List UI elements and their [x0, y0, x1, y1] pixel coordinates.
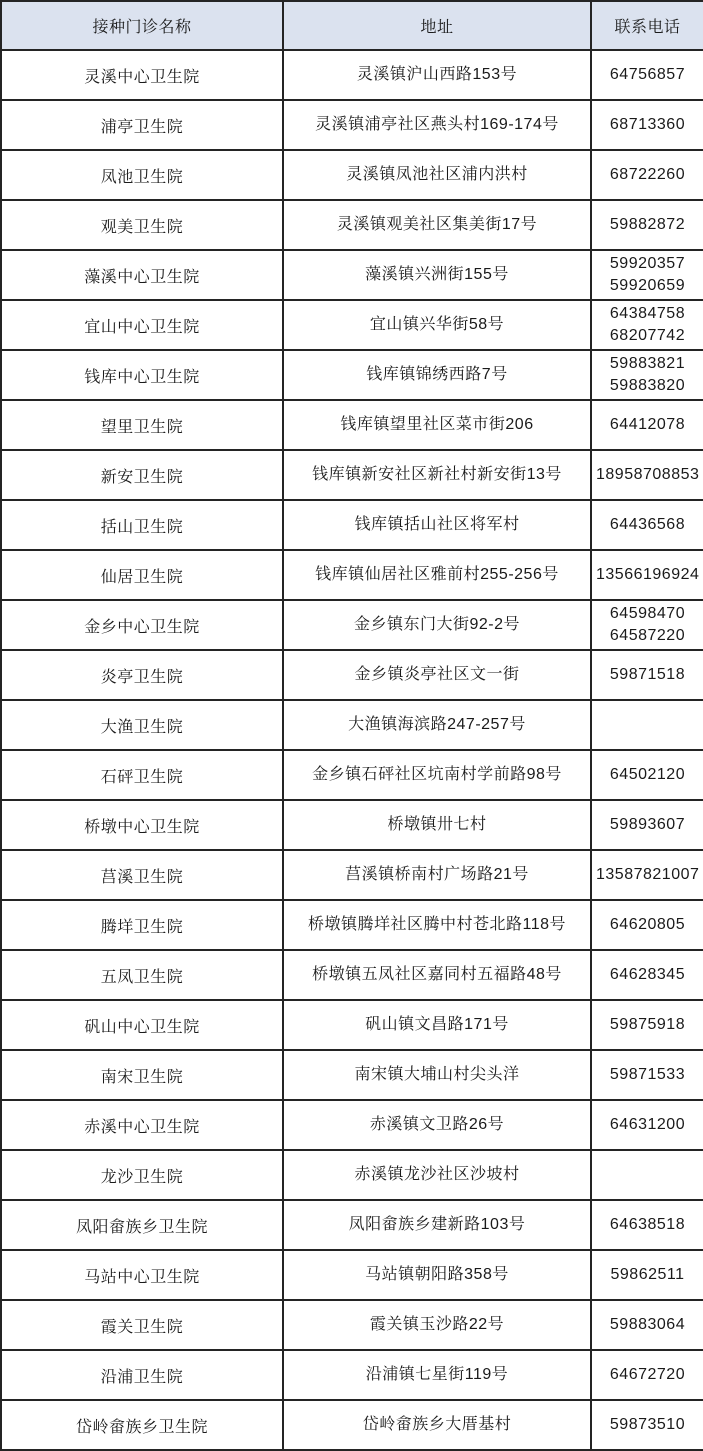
address-cell: 灵溪镇浦亭社区燕头村169-174号 [283, 100, 591, 150]
table-row [1, 400, 703, 450]
clinic-name-cell: 仙居卫生院 [1, 550, 283, 600]
clinic-name-cell: 岱岭畲族乡卫生院 [1, 1400, 283, 1450]
clinic-name-cell: 炎亭卫生院 [1, 650, 283, 700]
address-cell: 沿浦镇七星街119号 [283, 1350, 591, 1400]
clinic-name-cell: 矾山中心卫生院 [1, 1000, 283, 1050]
table-row [1, 1000, 703, 1050]
phone-cell: 59883064 [591, 1300, 703, 1350]
address-cell: 马站镇朝阳路358号 [283, 1250, 591, 1300]
clinic-name-cell: 桥墩中心卫生院 [1, 800, 283, 850]
phone-cell: 59893607 [591, 800, 703, 850]
table-row [1, 200, 703, 250]
clinic-name-cell: 马站中心卫生院 [1, 1250, 283, 1300]
phone-cell: 64436568 [591, 500, 703, 550]
address-cell: 钱库镇括山社区将军村 [283, 500, 591, 550]
address-cell: 金乡镇石砰社区坑南村学前路98号 [283, 750, 591, 800]
address-cell: 钱库镇锦绣西路7号 [283, 350, 591, 400]
address-cell: 南宋镇大埔山村尖头洋 [283, 1050, 591, 1100]
header-row [1, 1, 703, 50]
clinic-name-cell: 望里卫生院 [1, 400, 283, 450]
phone-cell: 64598470 64587220 [591, 600, 703, 650]
address-cell: 莒溪镇桥南村广场路21号 [283, 850, 591, 900]
address-cell: 矾山镇文昌路171号 [283, 1000, 591, 1050]
phone-cell: 18958708853 [591, 450, 703, 500]
phone-cell: 64384758 68207742 [591, 300, 703, 350]
address-cell: 赤溪镇龙沙社区沙坡村 [283, 1150, 591, 1200]
phone-cell: 64620805 [591, 900, 703, 950]
clinic-name-cell: 石砰卫生院 [1, 750, 283, 800]
phone-cell: 68722260 [591, 150, 703, 200]
table-row [1, 700, 703, 750]
clinic-name-cell: 括山卫生院 [1, 500, 283, 550]
clinic-name-cell: 灵溪中心卫生院 [1, 50, 283, 100]
table-row [1, 500, 703, 550]
address-cell: 桥墩镇腾垟社区腾中村苍北路118号 [283, 900, 591, 950]
table-row [1, 1250, 703, 1300]
address-cell: 灵溪镇沪山西路153号 [283, 50, 591, 100]
table-row [1, 550, 703, 600]
table-row [1, 650, 703, 700]
address-cell: 大渔镇海滨路247-257号 [283, 700, 591, 750]
table-row [1, 800, 703, 850]
table-row [1, 1300, 703, 1350]
address-cell: 灵溪镇凤池社区浦内洪村 [283, 150, 591, 200]
address-cell: 霞关镇玉沙路22号 [283, 1300, 591, 1350]
column-header-address: 地址 [283, 1, 591, 50]
phone-cell: 64628345 [591, 950, 703, 1000]
clinic-name-cell: 赤溪中心卫生院 [1, 1100, 283, 1150]
clinic-name-cell: 沿浦卫生院 [1, 1350, 283, 1400]
phone-cell: 59871533 [591, 1050, 703, 1100]
column-header-clinic-name: 接种门诊名称 [1, 1, 283, 50]
address-cell: 宜山镇兴华街58号 [283, 300, 591, 350]
clinic-name-cell: 莒溪卫生院 [1, 850, 283, 900]
table-row [1, 250, 703, 300]
phone-cell: 59883821 59883820 [591, 350, 703, 400]
address-cell: 钱库镇望里社区菜市街206 [283, 400, 591, 450]
clinic-name-cell: 南宋卫生院 [1, 1050, 283, 1100]
clinic-name-cell: 钱库中心卫生院 [1, 350, 283, 400]
table-row [1, 1150, 703, 1200]
address-cell: 金乡镇炎亭社区文一街 [283, 650, 591, 700]
clinic-name-cell: 金乡中心卫生院 [1, 600, 283, 650]
clinic-name-cell: 腾垟卫生院 [1, 900, 283, 950]
clinic-name-cell: 五凤卫生院 [1, 950, 283, 1000]
phone-cell: 64756857 [591, 50, 703, 100]
clinic-name-cell: 新安卫生院 [1, 450, 283, 500]
table-row [1, 750, 703, 800]
address-cell: 凤阳畲族乡建新路103号 [283, 1200, 591, 1250]
clinic-name-cell: 龙沙卫生院 [1, 1150, 283, 1200]
address-cell: 桥墩镇五凤社区嘉同村五福路48号 [283, 950, 591, 1000]
table-row [1, 350, 703, 400]
table-body [1, 50, 703, 1450]
phone-cell: 68713360 [591, 100, 703, 150]
table-row [1, 1050, 703, 1100]
clinic-name-cell: 浦亭卫生院 [1, 100, 283, 150]
phone-cell: 59875918 [591, 1000, 703, 1050]
table-row [1, 50, 703, 100]
clinic-name-cell: 大渔卫生院 [1, 700, 283, 750]
address-cell: 藻溪镇兴洲街155号 [283, 250, 591, 300]
table-row [1, 1100, 703, 1150]
table-row [1, 850, 703, 900]
table-row [1, 100, 703, 150]
table-header [1, 1, 703, 50]
clinic-name-cell: 藻溪中心卫生院 [1, 250, 283, 300]
table-row [1, 150, 703, 200]
phone-cell: 59871518 [591, 650, 703, 700]
table-row [1, 1200, 703, 1250]
address-cell: 桥墩镇卅七村 [283, 800, 591, 850]
address-cell: 岱岭畲族乡大厝基村 [283, 1400, 591, 1450]
phone-cell [591, 1150, 703, 1200]
phone-cell: 64638518 [591, 1200, 703, 1250]
phone-cell: 64502120 [591, 750, 703, 800]
phone-cell: 13587821007 [591, 850, 703, 900]
phone-cell: 64672720 [591, 1350, 703, 1400]
phone-cell: 59873510 [591, 1400, 703, 1450]
phone-cell: 59862511 [591, 1250, 703, 1300]
address-cell: 灵溪镇观美社区集美街17号 [283, 200, 591, 250]
phone-cell: 59920357 59920659 [591, 250, 703, 300]
table-row [1, 600, 703, 650]
address-cell: 金乡镇东门大街92-2号 [283, 600, 591, 650]
clinic-name-cell: 霞关卫生院 [1, 1300, 283, 1350]
table-row [1, 450, 703, 500]
clinic-name-cell: 观美卫生院 [1, 200, 283, 250]
address-cell: 钱库镇新安社区新社村新安街13号 [283, 450, 591, 500]
clinic-name-cell: 凤池卫生院 [1, 150, 283, 200]
clinic-name-cell: 凤阳畲族乡卫生院 [1, 1200, 283, 1250]
phone-cell: 64412078 [591, 400, 703, 450]
table-row [1, 950, 703, 1000]
phone-cell: 64631200 [591, 1100, 703, 1150]
phone-cell: 13566196924 [591, 550, 703, 600]
table-row [1, 900, 703, 950]
table-row [1, 1400, 703, 1450]
column-header-phone: 联系电话 [591, 1, 703, 50]
phone-cell [591, 700, 703, 750]
address-cell: 赤溪镇文卫路26号 [283, 1100, 591, 1150]
phone-cell: 59882872 [591, 200, 703, 250]
address-cell: 钱库镇仙居社区雅前村255-256号 [283, 550, 591, 600]
table-row [1, 300, 703, 350]
clinic-name-cell: 宜山中心卫生院 [1, 300, 283, 350]
